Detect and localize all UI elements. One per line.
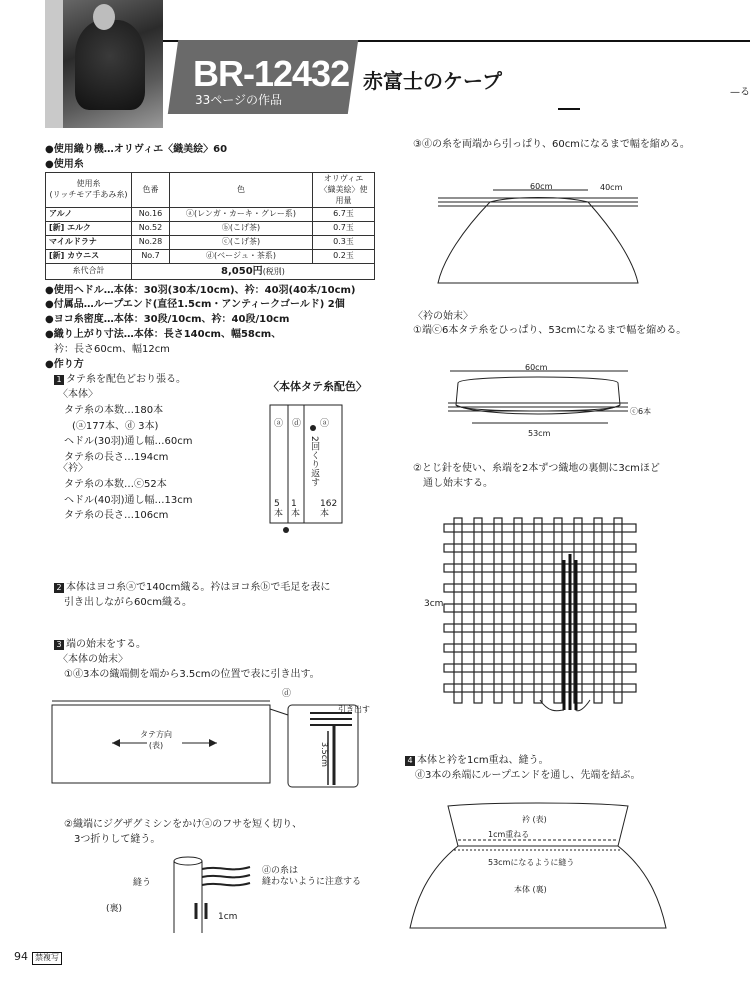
collar-lines: タテ糸の本数…ⓒ52本 ヘドル(40羽)通し幅…13cm タテ糸の長さ…106cm	[64, 479, 193, 521]
fig5-weave	[440, 510, 640, 725]
fig2-dim: 1cm	[218, 912, 238, 922]
copy-badge: 禁複写	[32, 952, 62, 965]
yarn-table	[45, 172, 375, 280]
warp-count-162: 162 本	[320, 499, 338, 519]
step4b: ⓓ3本の糸端にループエンドを通し、先端を結ぶ。	[415, 770, 641, 781]
step1: 1 タテ糸を配色どおり張る。	[54, 373, 186, 387]
fig2-note: ⓓの糸は 縫わないように注意する	[262, 866, 362, 888]
fig2-sew: 縫う	[133, 878, 152, 888]
density-line: ●ヨコ糸密度…本体：30段/10cm、衿：40段/10cm	[45, 314, 290, 325]
yarn-table-header-amount: オリヴィエ〈織美絵〉使用量	[313, 173, 375, 208]
table-row: [新] エルク No.52 ⓑ(こげ茶) 0.7玉	[46, 222, 375, 236]
title-bar	[163, 40, 750, 128]
step3-sub: 〈本体の始末〉	[58, 654, 128, 665]
fig1-d: ⓓ	[282, 689, 292, 699]
warp-label-d: ⓓ	[292, 419, 302, 429]
yarn-heading: ●使用糸	[45, 159, 84, 170]
finish-line-2: 衿：長さ60cm、幅12cm	[54, 344, 170, 355]
collar-1: ①端ⓒ6本タテ糸をひっぱり、53cmになるまで幅を縮める。	[413, 325, 687, 336]
table-total-row: 糸代合計 8,050円(税別)	[46, 263, 375, 280]
step2-line2: 引き出しながら60cm織る。	[64, 597, 192, 608]
fig1-pull: 引き出す	[338, 705, 370, 714]
fig6-collar: 衿 (表)	[522, 815, 547, 824]
step3: 3 端の始末をする。	[54, 638, 146, 652]
warp-label-a2: ⓐ	[320, 419, 330, 429]
warp-count-1: 1 本	[291, 499, 301, 519]
step3-3: ③ⓓの糸を両端から引っぱり、60cmになるまで幅を縮める。	[413, 139, 690, 150]
collar-2b: 通し始末する。	[423, 478, 493, 489]
page-number-block	[14, 950, 62, 965]
warp-count-5: 5 本	[274, 499, 284, 519]
accessories-line: ●付属品…ループエンド(直径1.5cm・アンティークゴールド) 2個	[45, 299, 345, 310]
fig2-back: (裏)	[106, 904, 123, 914]
product-subtitle: 33ページの作品	[195, 93, 283, 107]
warp-label-a1: ⓐ	[274, 419, 284, 429]
fig6-overlap: 1cm重ねる	[488, 830, 530, 839]
heddle-line: ●使用ヘドル…本体：30羽(30本/10cm)、衿：40羽(40本/10cm)	[45, 285, 356, 296]
finish-line-1: ●織り上がり寸法…本体：長さ140cm、幅58cm、	[45, 329, 282, 340]
step3-2b: 3つ折りして縫う。	[74, 834, 161, 845]
page-title: 赤富士のケープ	[363, 69, 502, 93]
page-number: 94	[14, 950, 28, 963]
step3-1: ①ⓓ3本の織端側を端から3.5cmの位置で表に引き出す。	[64, 669, 320, 680]
fig4-bottom: 53cm	[528, 429, 551, 438]
step2: 2 本体はヨコ糸ⓐで140cm織る。衿はヨコ糸ⓑで毛足を表に	[54, 581, 330, 595]
yarn-table-header-color: 色	[170, 173, 313, 208]
fig3-diagram	[438, 180, 638, 285]
fig1-dim: 3.5cm	[319, 742, 329, 767]
fig6-body: 本体 (裏)	[514, 885, 547, 894]
model-photo	[45, 0, 163, 128]
fig1-diagram	[52, 695, 382, 795]
fig4-top: 60cm	[525, 363, 548, 372]
fig3-width: 60cm	[530, 182, 553, 191]
yarn-table-header-yarn: 使用糸 (リッチモア手あみ糸)	[46, 173, 132, 208]
warp-title: 〈本体タテ糸配色〉	[268, 380, 367, 393]
collar-head: 〈衿〉	[58, 463, 88, 474]
collar-head-right: 〈衿の始末〉	[413, 311, 473, 322]
machine-line: ●使用織り機…オリヴィエ〈織美絵〉60	[45, 144, 228, 155]
fig1-label: タテ方向 (表)	[140, 730, 172, 750]
table-row: アルノ No.16 ⓐ(レンガ・カーキ・グレー系) 6.7玉	[46, 208, 375, 222]
fig4-c: ⓒ6本	[630, 407, 652, 416]
table-row: マイルドラナ No.28 ⓒ(こげ茶) 0.3玉	[46, 235, 375, 249]
fig5-dim: 3cm	[424, 599, 444, 609]
product-code: BR-12432	[193, 53, 350, 94]
collar-2a: ②とじ針を使い、糸端を2本ずつ織地の裏側に3cmほど	[413, 463, 660, 474]
body-lines: タテ糸の本数…180本 (ⓐ177本、ⓓ 3本) ヘドル(30羽)通し幅…60cm タテ糸の長さ…194cm	[64, 405, 193, 463]
fig3-dim: 40cm	[600, 183, 623, 192]
yarn-table-header-colorno: 色番	[132, 173, 170, 208]
step3-2a: ②織端にジグザグミシンをかけⓐのフサを短く切り、	[64, 819, 303, 830]
fig6-sew: 53cmになるように縫う	[488, 858, 575, 867]
howto-heading: ●作り方	[45, 359, 84, 370]
table-row: [新] カウニス No.7 ⓓ(ベージュ・茶系) 0.2玉	[46, 249, 375, 263]
warp-repeat: 2回くり返す	[309, 436, 320, 487]
step4: 4 本体と衿を1cm重ね、縫う。	[405, 754, 549, 768]
edge-text: —る	[730, 87, 750, 98]
body-head: 〈本体〉	[58, 389, 98, 400]
